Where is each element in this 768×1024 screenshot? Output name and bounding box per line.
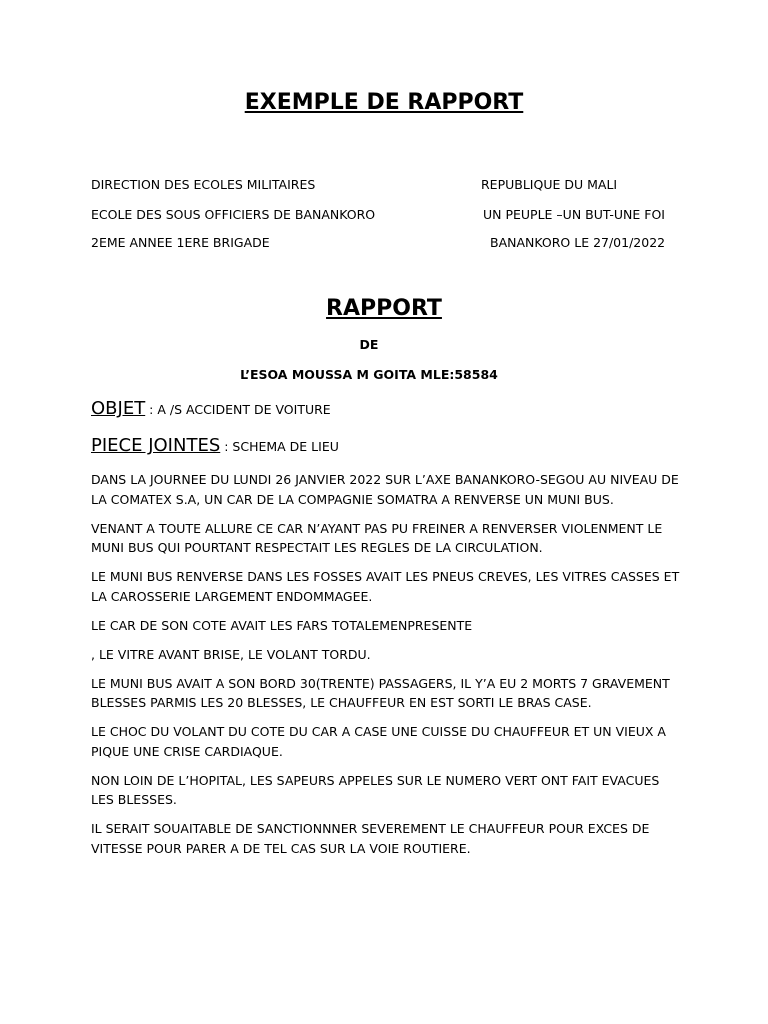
paragraph-9: IL SERAIT SOUAITABLE DE SANCTIONNNER SEVEREMENT LE CHAUFFEUR POUR EXCES DE VITESSE POUR PARER A DE TEL CAS SUR LA VOIE ROUTIERE. (91, 821, 650, 856)
paragraph-2: VENANT A TOUTE ALLURE CE CAR N’AYANT PAS PU FREINER A RENVERSER VIOLENMENT LE MUNI BUS QUI POURTANT RESPECTAIT LES REGLES DE LA CIRCULATION. (91, 520, 663, 555)
header-left-line-1: DIRECTION DES ECOLES MILITAIRES (91, 177, 316, 192)
paragraph-4: LE CAR DE SON COTE AVAIT LES FARS TOTALEMENPRESENTE (91, 617, 473, 633)
header-left-line-2: ECOLE DES SOUS OFFICIERS DE BANANKORO (91, 207, 376, 222)
header-row-3 (91, 234, 681, 252)
header-right-line-3: BANANKORO LE 27/01/2022 (490, 235, 666, 250)
report-body (91, 470, 681, 868)
report-de: DE (359, 337, 379, 352)
paragraph-3: LE MUNI BUS RENVERSE DANS LES FOSSES AVAIT LES PNEUS CREVES, LES VITRES CASSES ET LA CAROSSERIE LARGEMENT ENDOMMAGEE. (91, 569, 680, 604)
paragraph-5: , LE VITRE AVANT BRISE, LE VOLANT TORDU. (91, 646, 371, 662)
header-row-1 (91, 176, 681, 194)
header-right-line-1: REPUBLIQUE DU MALI (481, 177, 618, 192)
paragraph-8: NON LOIN DE L’HOPITAL, LES SAPEURS APPELES SUR LE NUMERO VERT ONT FAIT EVACUES LES BLESSES. (91, 772, 660, 807)
pieces-jointes-value: : SCHEMA DE LIEU (220, 439, 339, 454)
report-author: L’ESOA MOUSSA M GOITA MLE:58584 (240, 367, 498, 382)
objet-field (91, 396, 331, 423)
header-right-line-2: UN PEUPLE –UN BUT-UNE FOI (483, 207, 665, 222)
header-row-2 (91, 206, 681, 224)
paragraph-7: LE CHOC DU VOLANT DU COTE DU CAR A CASE UNE CUISSE DU CHAUFFEUR ET UN VIEUX A PIQUE UNE CRISE CARDIAQUE. (91, 724, 666, 759)
report-title: RAPPORT (326, 296, 442, 321)
pieces-jointes-field (91, 433, 339, 460)
pieces-jointes-label: PIECE JOINTES (91, 435, 221, 456)
paragraph-1: DANS LA JOURNEE DU LUNDI 26 JANVIER 2022 SUR L’AXE BANANKORO-SEGOU AU NIVEAU DE LA COMATEX S.A, UN CAR DE LA COMPAGNIE SOMATRA A RENVERSE UN MUNI BUS. (91, 472, 679, 507)
objet-value: : A /S ACCIDENT DE VOITURE (145, 402, 331, 417)
document-title: EXEMPLE DE RAPPORT (244, 90, 524, 115)
paragraph-6: LE MUNI BUS AVAIT A SON BORD 30(TRENTE) PASSAGERS, IL Y’A EU 2 MORTS 7 GRAVEMENT BLESSES PARMIS LES 20 BLESSES, LE CHAUFFEUR EN EST SORTI LE BRAS CASE. (91, 675, 670, 710)
header-left-line-3: 2EME ANNEE 1ERE BRIGADE (91, 235, 270, 250)
objet-label: OBJET (91, 398, 146, 419)
